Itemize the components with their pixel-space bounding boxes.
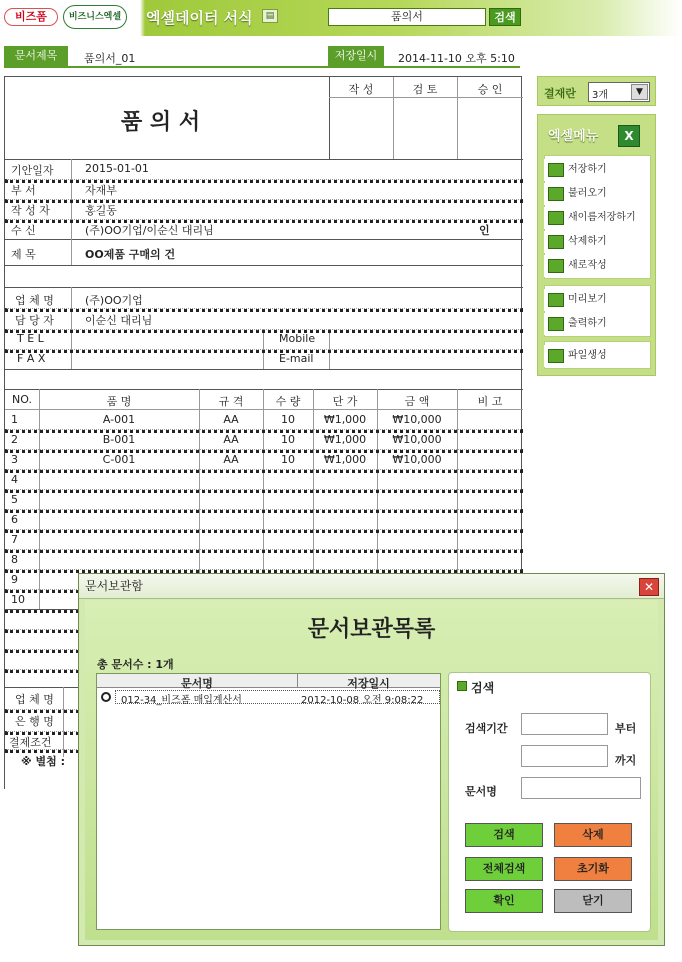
- doc-name-label: 문서명: [465, 785, 497, 798]
- menu-item-file-create[interactable]: [544, 345, 650, 367]
- menu-item-trash[interactable]: [544, 231, 650, 253]
- approval-col-approve: 승 인: [477, 83, 503, 96]
- item-no[interactable]: 2: [11, 433, 18, 446]
- bizform-logo[interactable]: 비즈폼: [4, 8, 58, 26]
- menu-item-label: 파일생성: [568, 350, 607, 361]
- vendor-label-email: E-mail: [279, 352, 314, 365]
- open-icon: [548, 187, 564, 201]
- item-spec[interactable]: AA: [223, 453, 239, 466]
- item-no[interactable]: 3: [11, 453, 18, 466]
- table-row[interactable]: [5, 489, 523, 493]
- save-as-icon: [548, 211, 564, 225]
- item-no[interactable]: 4: [11, 473, 18, 486]
- doc-title-label: 문서제목: [4, 46, 68, 66]
- search-panel: [448, 672, 651, 932]
- item-name[interactable]: B-001: [102, 433, 136, 446]
- close-button[interactable]: 닫기: [554, 889, 632, 913]
- trash-icon: [548, 235, 564, 249]
- excel-logo-icon: X: [618, 125, 640, 147]
- item-amount[interactable]: ₩10,000: [392, 453, 442, 466]
- document-storage-dialog: [78, 573, 665, 946]
- to-label: 까지: [615, 754, 637, 767]
- search-button[interactable]: 검색: [465, 823, 543, 847]
- row-value-subject[interactable]: OO제품 구매의 건: [85, 248, 176, 261]
- radio-button[interactable]: [101, 692, 111, 702]
- reset-button[interactable]: 초기화: [554, 857, 632, 881]
- table-row[interactable]: [5, 509, 523, 513]
- row-value-recipient[interactable]: (주)OO기업/이순신 대리님: [85, 224, 214, 237]
- item-amount[interactable]: ₩10,000: [392, 413, 442, 426]
- bottom-label-attachment: ※ 별첨 :: [21, 755, 66, 768]
- excel-menu-panel: [537, 114, 656, 376]
- col-qty: 수 량: [275, 395, 301, 408]
- start-date-input[interactable]: [521, 713, 608, 735]
- item-amount[interactable]: ₩10,000: [392, 433, 442, 446]
- col-note: 비 고: [477, 395, 503, 408]
- vendor-label-tel: T E L: [17, 332, 44, 345]
- approval-col-author: 작 성: [348, 83, 374, 96]
- menu-item-open[interactable]: [544, 183, 650, 205]
- item-price[interactable]: ₩1,000: [323, 433, 367, 446]
- list-item-name: 012-34_비즈폼 매입계산서: [121, 695, 242, 706]
- item-no[interactable]: 5: [11, 493, 18, 506]
- business-excel-logo[interactable]: 비즈니스엑셀: [63, 5, 127, 29]
- approval-col-review: 검 토: [412, 83, 438, 96]
- search-period-label: 검색기간: [465, 722, 508, 735]
- delete-button[interactable]: 삭제: [554, 823, 632, 847]
- vendor-label-fax: F A X: [17, 352, 46, 365]
- dialog-heading: 문서보관목록: [307, 617, 436, 642]
- item-price[interactable]: ₩1,000: [323, 413, 367, 426]
- row-label-dept: 부 서: [11, 184, 36, 197]
- row-label-recipient: 수 신: [11, 224, 36, 237]
- form-heading: 품 의 서: [121, 110, 201, 135]
- top-search-input[interactable]: 품의서: [328, 8, 486, 26]
- top-search-button[interactable]: 검색: [489, 8, 521, 26]
- file-create-icon: [548, 349, 564, 363]
- doc-date-label: 저장일시: [328, 46, 384, 66]
- menu-item-new[interactable]: [544, 255, 650, 277]
- row-value-draft-date[interactable]: 2015-01-01: [85, 162, 149, 175]
- excel-sheet-icon: ▤: [262, 9, 278, 23]
- ok-button[interactable]: 확인: [465, 889, 543, 913]
- end-date-input[interactable]: [521, 745, 608, 767]
- dialog-body: [85, 600, 658, 940]
- top-bar: [0, 0, 682, 36]
- vendor-label-manager: 담 당 자: [15, 314, 54, 327]
- menu-item-label: 미리보기: [568, 294, 607, 305]
- dialog-titlebar[interactable]: [79, 574, 664, 599]
- preview-icon: [548, 293, 564, 307]
- item-no[interactable]: 9: [11, 573, 18, 586]
- list-item[interactable]: [97, 689, 440, 705]
- row-label-subject: 제 목: [11, 248, 36, 261]
- item-spec[interactable]: AA: [223, 433, 239, 446]
- menu-item-save[interactable]: [544, 159, 650, 181]
- item-no[interactable]: 7: [11, 533, 18, 546]
- menu-item-preview[interactable]: [544, 289, 650, 311]
- item-no[interactable]: 1: [11, 413, 18, 426]
- item-name[interactable]: A-001: [102, 413, 136, 426]
- table-row[interactable]: [5, 549, 523, 553]
- item-no[interactable]: 8: [11, 553, 18, 566]
- approval-select[interactable]: [588, 82, 650, 102]
- item-qty[interactable]: 10: [281, 433, 295, 446]
- search-title-icon: [457, 681, 467, 691]
- menu-item-label: 저장하기: [568, 164, 607, 175]
- approval-select-value: 3개: [592, 90, 609, 101]
- menu-item-label: 새로작성: [568, 260, 607, 271]
- table-row[interactable]: [5, 469, 523, 473]
- divider: [4, 66, 520, 68]
- item-qty[interactable]: 10: [281, 413, 295, 426]
- document-count: 총 문서수 : 1개: [97, 658, 174, 671]
- list-col-name: 문서명: [181, 677, 213, 690]
- bottom-label-company: 업 체 명: [15, 693, 54, 706]
- app-title: 엑셀데이터 서식: [146, 9, 253, 27]
- dialog-title: 문서보관함: [85, 579, 143, 593]
- menu-item-print[interactable]: [544, 313, 650, 335]
- list-col-date: 저장일시: [347, 677, 390, 690]
- document-list[interactable]: [96, 673, 441, 930]
- vendor-value-manager[interactable]: 이순신 대리님: [85, 314, 153, 327]
- table-row[interactable]: [5, 529, 523, 533]
- doc-name-input[interactable]: [521, 777, 641, 799]
- item-qty[interactable]: 10: [281, 453, 295, 466]
- menu-item-label: 삭제하기: [568, 236, 607, 247]
- row-value-dept[interactable]: 자재부: [85, 184, 117, 197]
- seal-mark: 인: [479, 224, 490, 237]
- approval-panel: [537, 76, 656, 106]
- item-name[interactable]: C-001: [102, 453, 136, 466]
- bottom-label-bank: 은 행 명: [15, 715, 54, 728]
- item-no[interactable]: 6: [11, 513, 18, 526]
- save-icon: [548, 163, 564, 177]
- search-all-button[interactable]: 전체검색: [465, 857, 543, 881]
- new-icon: [548, 259, 564, 273]
- col-no: NO.: [12, 393, 32, 406]
- vendor-label-company: 업 체 명: [15, 294, 54, 307]
- col-spec: 규 격: [218, 395, 244, 408]
- row-label-draft-date: 기안일자: [11, 164, 54, 177]
- print-icon: [548, 317, 564, 331]
- col-amount: 금 액: [404, 395, 430, 408]
- menu-item-label: 불러오기: [568, 188, 607, 199]
- chevron-down-icon[interactable]: ▼: [631, 84, 648, 100]
- list-item-date: 2012-10-08 오전 9:08:22: [301, 695, 424, 706]
- menu-title: 엑셀메뉴: [548, 129, 599, 144]
- row-label-writer: 작 성 자: [11, 204, 50, 217]
- vendor-label-mobile: Mobile: [279, 332, 316, 345]
- search-title: 검색: [471, 681, 495, 695]
- vendor-value-company[interactable]: (주)OO기업: [85, 294, 143, 307]
- from-label: 부터: [615, 722, 637, 735]
- item-no[interactable]: 10: [11, 593, 25, 606]
- doc-title-value: 품의서_01: [84, 52, 136, 65]
- approval-label: 결재란: [544, 87, 576, 100]
- col-price: 단 가: [332, 395, 358, 408]
- menu-item-label: 출력하기: [568, 318, 607, 329]
- item-price[interactable]: ₩1,000: [323, 453, 367, 466]
- menu-item-save-as[interactable]: [544, 207, 650, 229]
- close-icon[interactable]: ✕: [639, 578, 659, 596]
- item-spec[interactable]: AA: [223, 413, 239, 426]
- doc-date-value: 2014-11-10 오후 5:10: [398, 52, 515, 65]
- col-name: 품 명: [106, 395, 132, 408]
- bottom-label-payment: 결제조건: [9, 736, 52, 749]
- row-value-writer[interactable]: 홍길동: [85, 204, 117, 217]
- menu-item-label: 새이름저장하기: [568, 212, 636, 223]
